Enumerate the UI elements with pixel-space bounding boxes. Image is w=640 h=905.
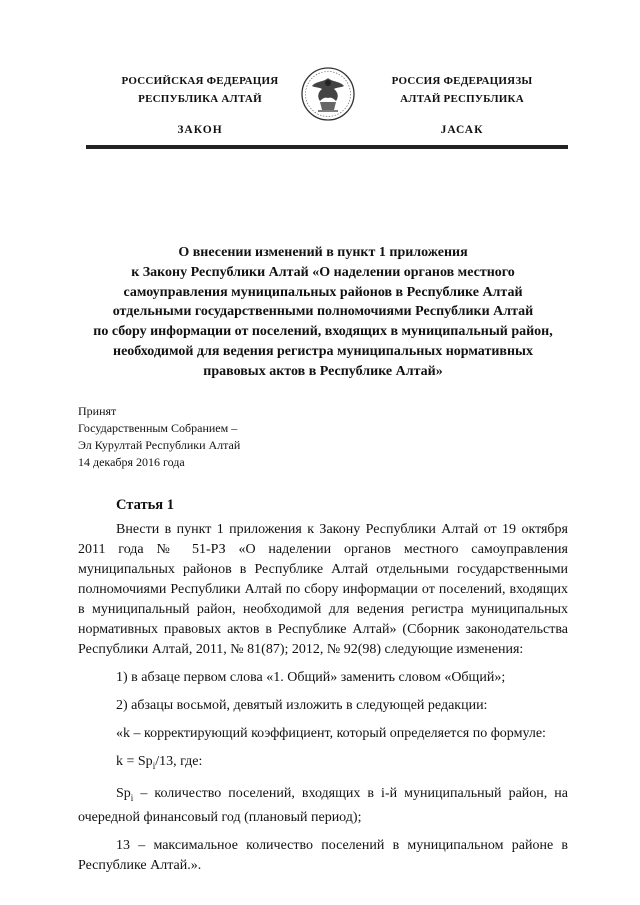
title-line: необходимой для ведения регистра муниципальных нормативных <box>113 343 533 359</box>
article-formula <box>78 752 568 776</box>
header-right-law-word: ЈАСАК <box>440 124 484 136</box>
adoption-line: Эл Курултай Республики Алтай <box>78 438 241 452</box>
formula-start: k = Sp <box>116 754 153 769</box>
header-left-law-word: ЗАКОН <box>177 124 223 136</box>
article-body <box>78 520 568 876</box>
title-line: по сбору информации от поселений, входящих в муниципальный район, <box>93 324 553 340</box>
title-line: самоуправления муниципальных районов в Республике Алтай <box>123 284 523 300</box>
header-left <box>100 72 300 139</box>
article-item-1: 1) в абзаце первом слова «1. Общий» заменить словом «Общий»; <box>116 670 506 685</box>
article-max-settlements: 13 – максимальное количество поселений в муниципальном районе в Республике Алтай.». <box>78 837 568 873</box>
title-line: к Закону Республики Алтай «О наделении органов местного <box>131 264 515 280</box>
header-right-country: РОССИЯ ФЕДЕРАЦИЯЗЫ <box>391 75 533 87</box>
formula-subscript: i <box>152 760 156 771</box>
adoption-date: 14 декабря 2016 года <box>78 455 185 469</box>
header-right <box>362 72 562 139</box>
coat-of-arms-icon <box>300 64 356 124</box>
adoption-line: Принят <box>78 404 117 418</box>
spi-text: – количество поселений, входящих в i-й муниципальный район, на очередной финансовый год (плановый период); <box>78 785 568 825</box>
title-line: правовых актов в Республике Алтай» <box>203 363 443 379</box>
article-spi-definition <box>78 784 568 828</box>
title-line: О внесении изменений в пункт 1 приложения <box>178 245 468 260</box>
formula-end: /13, где: <box>155 754 203 769</box>
header-divider <box>86 145 568 149</box>
article-item-2: 2) абзацы восьмой, девятый изложить в следующей редакции: <box>116 698 488 713</box>
header-left-country: РОССИЙСКАЯ ФЕДЕРАЦИЯ <box>121 75 279 87</box>
header-left-republic: РЕСПУБЛИКА АЛТАЙ <box>138 93 262 105</box>
title-line: отдельными государственными полномочиями Республики Алтай <box>112 304 534 320</box>
spi-subscript: i <box>130 792 134 803</box>
adoption-block <box>78 403 240 471</box>
spi-symbol: Sp <box>116 785 131 801</box>
law-title <box>70 243 576 382</box>
header-right-republic: АЛТАЙ РЕСПУБЛИКА <box>400 93 524 105</box>
article-intro-paragraph: Внести в пункт 1 приложения к Закону Республики Алтай от 19 октября 2011 года № 51-РЗ «О наделении органов местного самоуправления муниципальных районов в Республике Алтай отдельными государственными полномочиями Республики Алтай по сбору информации от поселений, входящих в муниципальный район, необходимой для ведения регистра муниципальных нормативных правовых актов в Республике Алтай» (Сборник законодательства Республики Алтай, 2011, № 81(87); 2012, № 92(98) следующие изменения: <box>78 522 568 657</box>
adoption-line: Государственным Собранием – <box>78 421 238 435</box>
article-k-definition: «k – корректирующий коэффициент, который определяется по формуле: <box>116 726 546 741</box>
article-heading: Статья 1 <box>116 497 174 513</box>
